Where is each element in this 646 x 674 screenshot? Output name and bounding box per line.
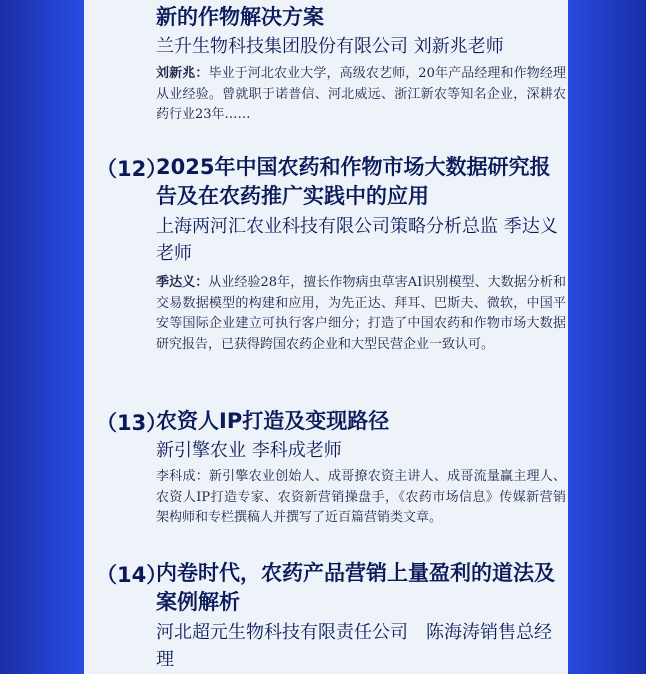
talk-title: 农资人IP打造及变现路径 [156,409,390,433]
agenda-card [84,0,568,674]
speaker-affiliation: 上海两河汇农业科技有限公司策略分析总监 季达义老师 [156,216,558,264]
talk-title: 2025年中国农药和作物市场大数据研究报告及在农药推广实践中的应用 [156,155,551,208]
speaker-bio: 李科成：新引擎农业创始人、成哥撩农资主讲人、成哥流量赢主理人、农资人IP打造专家、农资新营销操盘手，《农药市场信息》传媒新营销架构师和专栏撰稿人并撰写了近百篇营销类文章。 [156,469,566,525]
agenda-number: （13） [96,411,168,435]
speaker-affiliation: 兰升生物科技集团股份有限公司 刘新兆老师 [156,36,504,57]
speaker-name: 刘新兆： [156,66,209,81]
talk-title: 新的作物解决方案 [156,5,324,29]
speaker-affiliation: 新引擎农业 李科成老师 [156,440,342,461]
talk-title: 内卷时代，农药产品营销上量盈利的道法及案例解析 [156,561,555,614]
speaker-bio: 刘新兆：毕业于河北农业大学，高级农艺师，20年产品经理和作物经理从业经验。曾就职于诺普信、河北威远、浙江新农等知名企业，深耕农药行业23年…… [156,66,566,122]
agenda-number: （14） [96,563,168,587]
agenda-number: （12） [96,157,168,181]
speaker-name: 季达义： [156,275,209,290]
speaker-bio: 季达义：从业经验28年，擅长作物病虫草害AI识别模型、大数据分析和交易数据模型的构建和应用，为先正达、拜耳、巴斯夫、微软，中国平安等国际企业建立可执行客户细分；打造了中国农药和作物市场大数据研究报告，已获得跨国农药企业和大型民营企业一致认可。 [156,275,566,352]
speaker-affiliation: 河北超元生物科技有限责任公司 陈海涛销售总经理 [156,622,552,670]
